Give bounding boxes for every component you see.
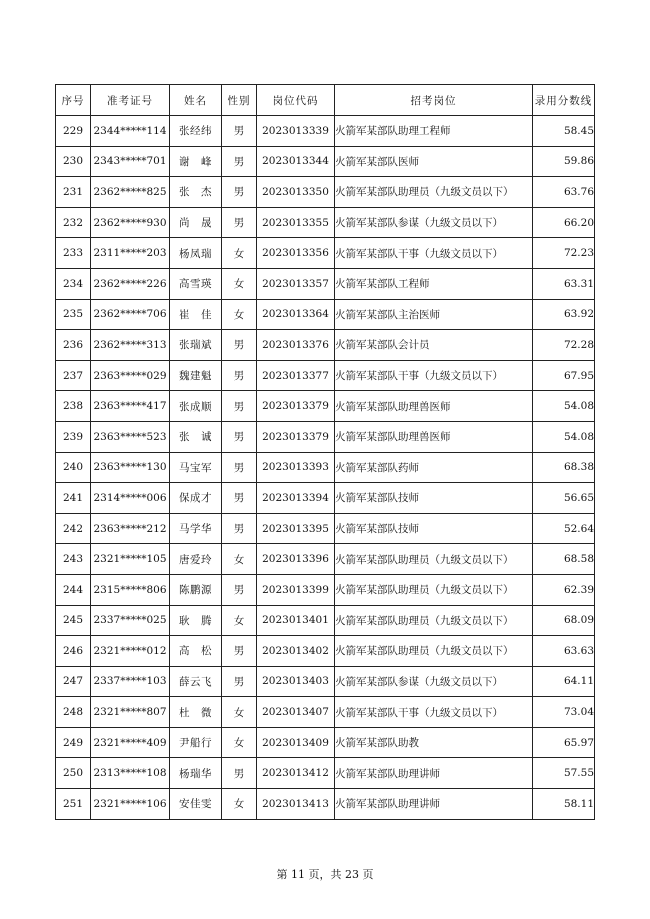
position-title-cell: 火箭军某部队参谋（九级文员以下） [335,666,533,697]
table-row [56,513,595,544]
position-code-cell: 2023013409 [257,727,335,758]
position-code-cell: 2023013395 [257,513,335,544]
gender-cell: 男 [222,421,257,452]
candidate-name-cell: 马宝军 [170,452,222,483]
table-row [56,421,595,452]
table-header-row [56,85,595,116]
score-cell: 63.92 [533,299,595,330]
header-exam-id: 准考证号 [91,85,170,116]
gender-cell: 男 [222,146,257,177]
header-name: 姓名 [170,85,222,116]
candidate-name-cell: 杨凤瑞 [170,238,222,269]
score-cell: 68.09 [533,605,595,636]
position-title-cell: 火箭军某部队助理工程师 [335,116,533,147]
exam-id-cell: 2344*****114 [91,116,170,147]
row-number-cell: 238 [56,391,91,422]
score-cell: 58.11 [533,789,595,820]
table-row [56,299,595,330]
table-row [56,238,595,269]
gender-cell: 男 [222,574,257,605]
exam-id-cell: 2363*****130 [91,452,170,483]
position-title-cell: 火箭军某部队参谋（九级文员以下） [335,207,533,238]
position-title-cell: 火箭军某部队助理员（九级文员以下） [335,177,533,208]
score-cell: 65.97 [533,727,595,758]
gender-cell: 男 [222,391,257,422]
candidate-name-cell: 薛云飞 [170,666,222,697]
score-cell: 52.64 [533,513,595,544]
position-code-cell: 2023013364 [257,299,335,330]
exam-id-cell: 2321*****106 [91,789,170,820]
position-code-cell: 2023013399 [257,574,335,605]
position-code-cell: 2023013412 [257,758,335,789]
candidate-name-cell: 张成顺 [170,391,222,422]
position-code-cell: 2023013376 [257,330,335,361]
gender-cell: 女 [222,299,257,330]
candidate-name-cell: 杨瑞华 [170,758,222,789]
row-number-cell: 248 [56,697,91,728]
exam-id-cell: 2363*****212 [91,513,170,544]
candidate-name-cell: 保成才 [170,483,222,514]
position-code-cell: 2023013401 [257,605,335,636]
position-code-cell: 2023013379 [257,421,335,452]
position-title-cell: 火箭军某部队助教 [335,727,533,758]
candidate-name-cell: 高 松 [170,636,222,667]
candidate-name-cell: 尹船行 [170,727,222,758]
exam-id-cell: 2362*****825 [91,177,170,208]
row-number-cell: 236 [56,330,91,361]
table-row [56,666,595,697]
position-title-cell: 火箭军某部队干事（九级文员以下） [335,360,533,391]
candidate-name-cell: 魏建魁 [170,360,222,391]
table-row [56,758,595,789]
row-number-cell: 237 [56,360,91,391]
score-cell: 63.31 [533,268,595,299]
table-row [56,727,595,758]
score-cell: 72.23 [533,238,595,269]
position-title-cell: 火箭军某部队助理兽医师 [335,421,533,452]
score-cell: 73.04 [533,697,595,728]
table-row [56,483,595,514]
position-title-cell: 火箭军某部队助理员（九级文员以下） [335,574,533,605]
candidate-name-cell: 张瑞斌 [170,330,222,361]
position-code-cell: 2023013413 [257,789,335,820]
gender-cell: 男 [222,330,257,361]
position-title-cell: 火箭军某部队干事（九级文员以下） [335,697,533,728]
candidate-name-cell: 耿 腾 [170,605,222,636]
header-position: 招考岗位 [335,85,533,116]
score-cell: 56.65 [533,483,595,514]
score-cell: 72.28 [533,330,595,361]
row-number-cell: 251 [56,789,91,820]
gender-cell: 女 [222,697,257,728]
row-number-cell: 249 [56,727,91,758]
exam-id-cell: 2311*****203 [91,238,170,269]
position-title-cell: 火箭军某部队助理员（九级文员以下） [335,636,533,667]
row-number-cell: 234 [56,268,91,299]
gender-cell: 女 [222,544,257,575]
gender-cell: 男 [222,666,257,697]
table-row [56,697,595,728]
header-gender: 性别 [222,85,257,116]
gender-cell: 男 [222,360,257,391]
header-position-code: 岗位代码 [257,85,335,116]
table-row [56,177,595,208]
table-row [56,544,595,575]
row-number-cell: 233 [56,238,91,269]
candidate-name-cell: 张 诚 [170,421,222,452]
position-title-cell: 火箭军某部队主治医师 [335,299,533,330]
position-title-cell: 火箭军某部队助理讲师 [335,758,533,789]
position-title-cell: 火箭军某部队会计员 [335,330,533,361]
score-cell: 54.08 [533,421,595,452]
row-number-cell: 240 [56,452,91,483]
exam-id-cell: 2343*****701 [91,146,170,177]
exam-id-cell: 2337*****103 [91,666,170,697]
gender-cell: 男 [222,636,257,667]
exam-id-cell: 2362*****226 [91,268,170,299]
score-cell: 62.39 [533,574,595,605]
table-row [56,391,595,422]
header-score: 录用分数线 [533,85,595,116]
table-row [56,330,595,361]
row-number-cell: 229 [56,116,91,147]
gender-cell: 女 [222,789,257,820]
position-code-cell: 2023013355 [257,207,335,238]
table-body [56,116,595,820]
position-title-cell: 火箭军某部队干事（九级文员以下） [335,238,533,269]
row-number-cell: 247 [56,666,91,697]
candidate-name-cell: 张 杰 [170,177,222,208]
position-code-cell: 2023013377 [257,360,335,391]
position-title-cell: 火箭军某部队助理员（九级文员以下） [335,544,533,575]
position-code-cell: 2023013339 [257,116,335,147]
exam-id-cell: 2362*****706 [91,299,170,330]
table-row [56,574,595,605]
table-row [56,116,595,147]
exam-id-cell: 2321*****012 [91,636,170,667]
exam-id-cell: 2337*****025 [91,605,170,636]
row-number-cell: 239 [56,421,91,452]
table-row [56,146,595,177]
row-number-cell: 246 [56,636,91,667]
position-code-cell: 2023013394 [257,483,335,514]
position-title-cell: 火箭军某部队药师 [335,452,533,483]
position-code-cell: 2023013357 [257,268,335,299]
score-cell: 63.63 [533,636,595,667]
table-row [56,207,595,238]
table-row [56,360,595,391]
candidate-name-cell: 崔 佳 [170,299,222,330]
score-cell: 64.11 [533,666,595,697]
candidate-name-cell: 张经纬 [170,116,222,147]
row-number-cell: 250 [56,758,91,789]
position-code-cell: 2023013407 [257,697,335,728]
position-code-cell: 2023013402 [257,636,335,667]
exam-id-cell: 2321*****807 [91,697,170,728]
position-code-cell: 2023013356 [257,238,335,269]
position-title-cell: 火箭军某部队医师 [335,146,533,177]
row-number-cell: 231 [56,177,91,208]
row-number-cell: 235 [56,299,91,330]
exam-id-cell: 2362*****313 [91,330,170,361]
position-title-cell: 火箭军某部队技师 [335,513,533,544]
gender-cell: 女 [222,238,257,269]
table-row [56,789,595,820]
score-cell: 54.08 [533,391,595,422]
exam-id-cell: 2363*****417 [91,391,170,422]
table-row [56,636,595,667]
position-title-cell: 火箭军某部队工程师 [335,268,533,299]
score-cell: 63.76 [533,177,595,208]
candidate-name-cell: 尚 晟 [170,207,222,238]
position-code-cell: 2023013379 [257,391,335,422]
row-number-cell: 241 [56,483,91,514]
score-cell: 67.95 [533,360,595,391]
score-cell: 58.45 [533,116,595,147]
table-row [56,268,595,299]
position-code-cell: 2023013393 [257,452,335,483]
score-cell: 66.20 [533,207,595,238]
admission-table [55,84,595,820]
table-row [56,452,595,483]
gender-cell: 男 [222,452,257,483]
exam-id-cell: 2313*****108 [91,758,170,789]
exam-id-cell: 2321*****105 [91,544,170,575]
row-number-cell: 243 [56,544,91,575]
candidate-name-cell: 谢 峰 [170,146,222,177]
candidate-name-cell: 马学华 [170,513,222,544]
table-row [56,605,595,636]
score-cell: 68.38 [533,452,595,483]
gender-cell: 女 [222,268,257,299]
candidate-name-cell: 安佳雯 [170,789,222,820]
gender-cell: 女 [222,727,257,758]
exam-id-cell: 2314*****006 [91,483,170,514]
position-title-cell: 火箭军某部队技师 [335,483,533,514]
candidate-name-cell: 杜 微 [170,697,222,728]
exam-id-cell: 2321*****409 [91,727,170,758]
exam-id-cell: 2363*****523 [91,421,170,452]
candidate-name-cell: 唐爱玲 [170,544,222,575]
gender-cell: 男 [222,177,257,208]
gender-cell: 男 [222,513,257,544]
candidate-name-cell: 高雪瑛 [170,268,222,299]
position-code-cell: 2023013396 [257,544,335,575]
candidate-name-cell: 陈鹏源 [170,574,222,605]
gender-cell: 男 [222,116,257,147]
gender-cell: 男 [222,207,257,238]
position-code-cell: 2023013344 [257,146,335,177]
gender-cell: 男 [222,758,257,789]
score-cell: 59.86 [533,146,595,177]
row-number-cell: 230 [56,146,91,177]
position-title-cell: 火箭军某部队助理员（九级文员以下） [335,605,533,636]
position-title-cell: 火箭军某部队助理讲师 [335,789,533,820]
exam-id-cell: 2315*****806 [91,574,170,605]
position-code-cell: 2023013350 [257,177,335,208]
score-cell: 68.58 [533,544,595,575]
header-no: 序号 [56,85,91,116]
position-code-cell: 2023013403 [257,666,335,697]
row-number-cell: 232 [56,207,91,238]
exam-id-cell: 2362*****930 [91,207,170,238]
page-footer: 第 11 页，共 23 页 [276,868,374,881]
gender-cell: 男 [222,483,257,514]
row-number-cell: 245 [56,605,91,636]
row-number-cell: 242 [56,513,91,544]
score-cell: 57.55 [533,758,595,789]
position-title-cell: 火箭军某部队助理兽医师 [335,391,533,422]
exam-id-cell: 2363*****029 [91,360,170,391]
row-number-cell: 244 [56,574,91,605]
gender-cell: 女 [222,605,257,636]
